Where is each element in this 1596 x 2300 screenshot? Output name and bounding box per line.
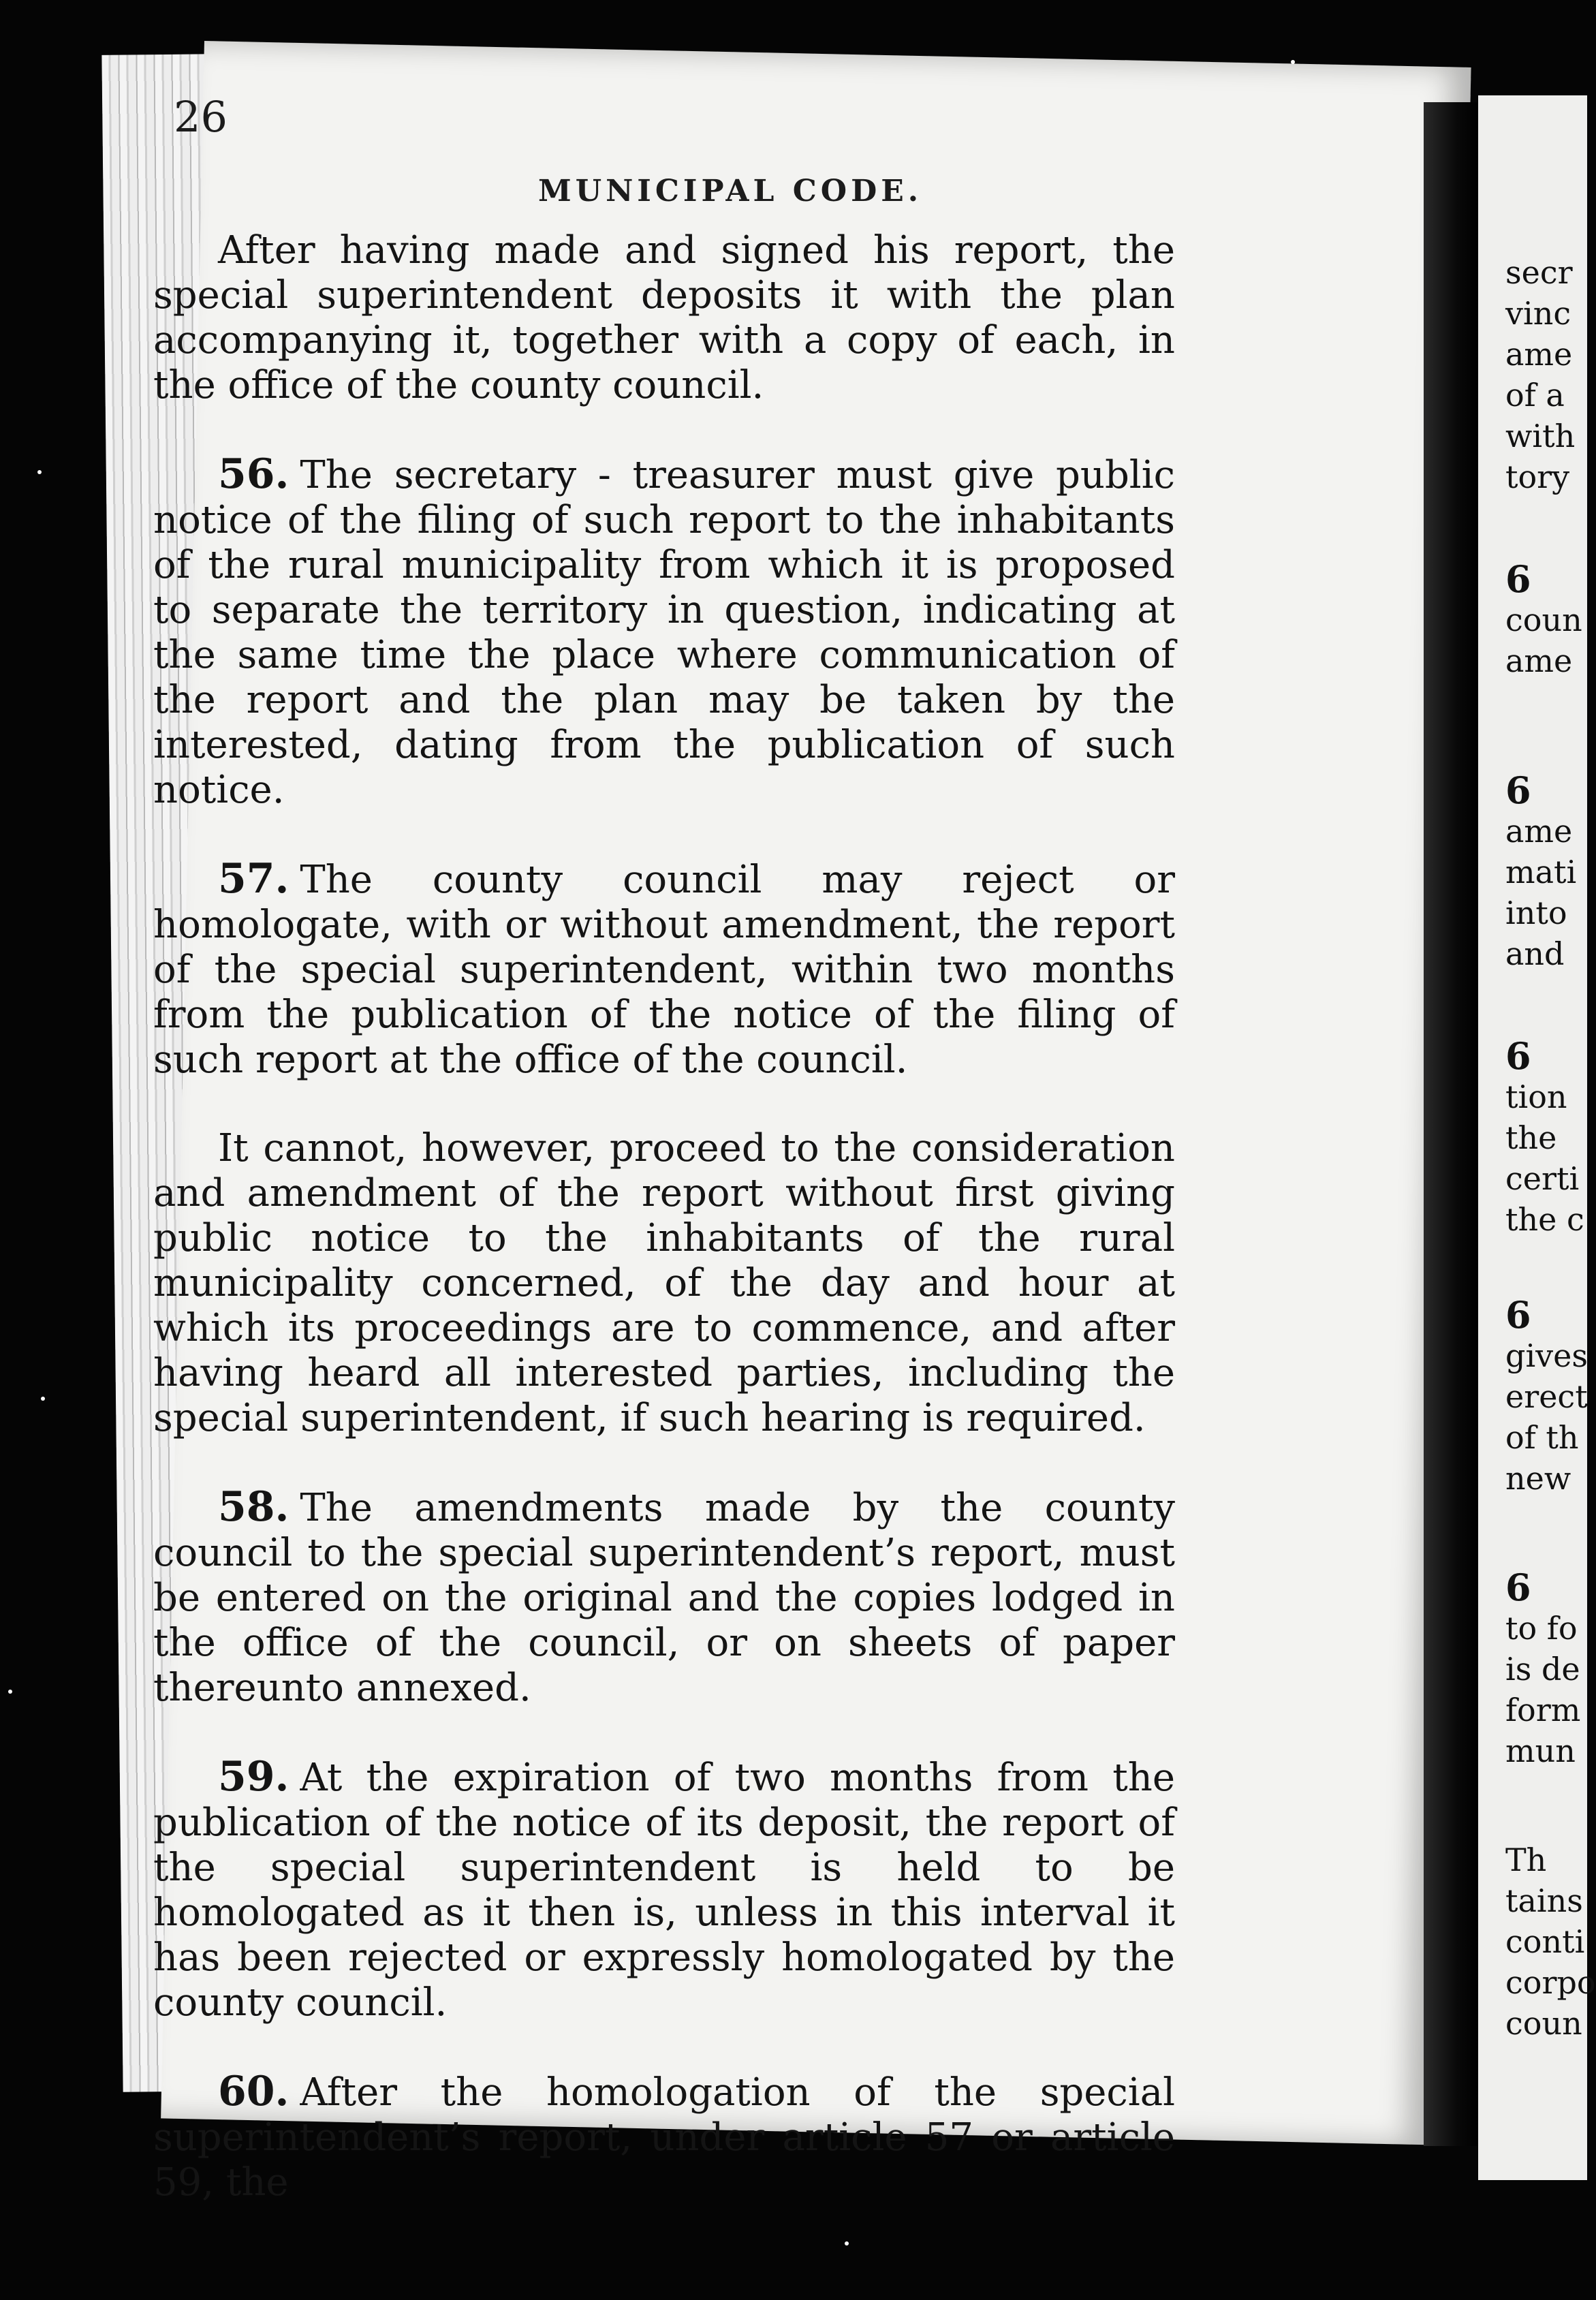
paragraph-text: The county council may reject or homologate, with or without amendment, the report of the special superintendent, within two months from the publication of the notice of the filing of such report at the office of the council.: [153, 858, 1175, 1082]
adjacent-page-fragment: new: [1505, 1460, 1571, 1497]
adjacent-page-fragment: mun: [1505, 1732, 1576, 1769]
adjacent-page-fragment: into: [1505, 895, 1567, 931]
adjacent-page-fragment: ame: [1505, 336, 1573, 373]
adjacent-page-fragment: form: [1505, 1692, 1581, 1728]
paragraph: [153, 452, 1175, 813]
article-number: 56.: [218, 450, 290, 498]
paragraph: [153, 228, 1175, 408]
paragraph-text: It cannot, however, proceed to the consideration and amendment of the report without first giving public notice to the inhabitants of the rural municipality concerned, of the day and hour at which its proceedings are to commence, and after having heard all interested parties, including the special superintendent, if such hearing is required.: [153, 1126, 1175, 1440]
page-number: 26: [174, 92, 228, 142]
adjacent-page-fragment: to fo: [1505, 1610, 1578, 1647]
adjacent-page-fragment: with: [1505, 418, 1576, 454]
article-number: 59.: [218, 1753, 290, 1801]
paragraph: [153, 1126, 1175, 1441]
paragraph-text: After having made and signed his report, the special superintendent deposits it with the plan accompanying it, together with a copy of each, in the office of the county council.: [153, 228, 1175, 407]
adjacent-page-fragment: 6: [1505, 1034, 1531, 1078]
adjacent-page-fragment: erect: [1505, 1378, 1588, 1415]
page-body: [153, 228, 1175, 2205]
running-head: MUNICIPAL CODE.: [538, 174, 923, 208]
adjacent-page-fragment: tory: [1505, 459, 1570, 495]
adjacent-page-fragment: 6: [1505, 557, 1531, 601]
adjacent-page-fragment: tion: [1505, 1078, 1567, 1115]
article-number: 57.: [218, 855, 290, 903]
adjacent-page-fragment: gives: [1505, 1337, 1588, 1374]
adjacent-page-fragment: Th: [1505, 1841, 1547, 1878]
adjacent-page-fragment: coun: [1505, 2005, 1582, 2042]
adjacent-page-fragment: 6: [1505, 1566, 1531, 1609]
book-gutter: [1424, 102, 1478, 2146]
article-number: 58.: [218, 1483, 290, 1531]
paragraph-text: The secretary - treasurer must give public notice of the filing of such report to the inhabitants of the rural municipality from which it is proposed to separate the territory in question, indicating at the same time the place where communication of the report and the plan may be taken by the interested, dating from the publication of such notice.: [153, 453, 1175, 812]
adjacent-page-fragment: of th: [1505, 1419, 1579, 1456]
adjacent-page-fragment: and: [1505, 935, 1565, 972]
adjacent-page-fragment: 6: [1505, 1293, 1531, 1337]
adjacent-page-fragment: vinc: [1505, 295, 1571, 332]
article-number: 60.: [218, 2068, 290, 2115]
paragraph: [153, 1485, 1175, 1711]
adjacent-page-fragment: conti: [1505, 1923, 1585, 1960]
adjacent-page-fragment: the: [1505, 1119, 1557, 1156]
paragraph-text: After the homologation of the special superintendent’s report, under article 57 or article 59, the: [153, 2070, 1175, 2205]
paragraph-text: At the expiration of two months from the publication of the notice of its deposit, the report of the special superintendent is held to be homologated as it then is, unless in this interval it has been rejected or expressly homologated by the county council.: [153, 1756, 1175, 2025]
paragraph: [153, 2069, 1175, 2205]
adjacent-page-fragment: the c: [1505, 1201, 1584, 1238]
adjacent-page-fragment: of a: [1505, 377, 1565, 414]
adjacent-page-fragment: ame: [1505, 813, 1573, 850]
adjacent-page-fragment: 6: [1505, 768, 1531, 812]
adjacent-page-fragment: secr: [1505, 254, 1573, 291]
adjacent-page-fragment: coun: [1505, 602, 1582, 638]
adjacent-page-fragment: certi: [1505, 1160, 1580, 1197]
adjacent-page-fragment: tains: [1505, 1882, 1583, 1919]
adjacent-page-fragment: mati: [1505, 854, 1577, 890]
adjacent-page-fragment: ame: [1505, 642, 1573, 679]
adjacent-page: [1478, 95, 1596, 2180]
paragraph: [153, 1754, 1175, 2025]
paragraph-text: The amendments made by the county council to the special superintendent’s report, must be entered on the original and the copies lodged in the office of the council, or on sheets of paper thereunto annexed.: [153, 1486, 1175, 1710]
adjacent-page-fragment: corpo: [1505, 1964, 1596, 2001]
adjacent-page-fragment: is de: [1505, 1651, 1580, 1688]
paragraph: [153, 856, 1175, 1083]
